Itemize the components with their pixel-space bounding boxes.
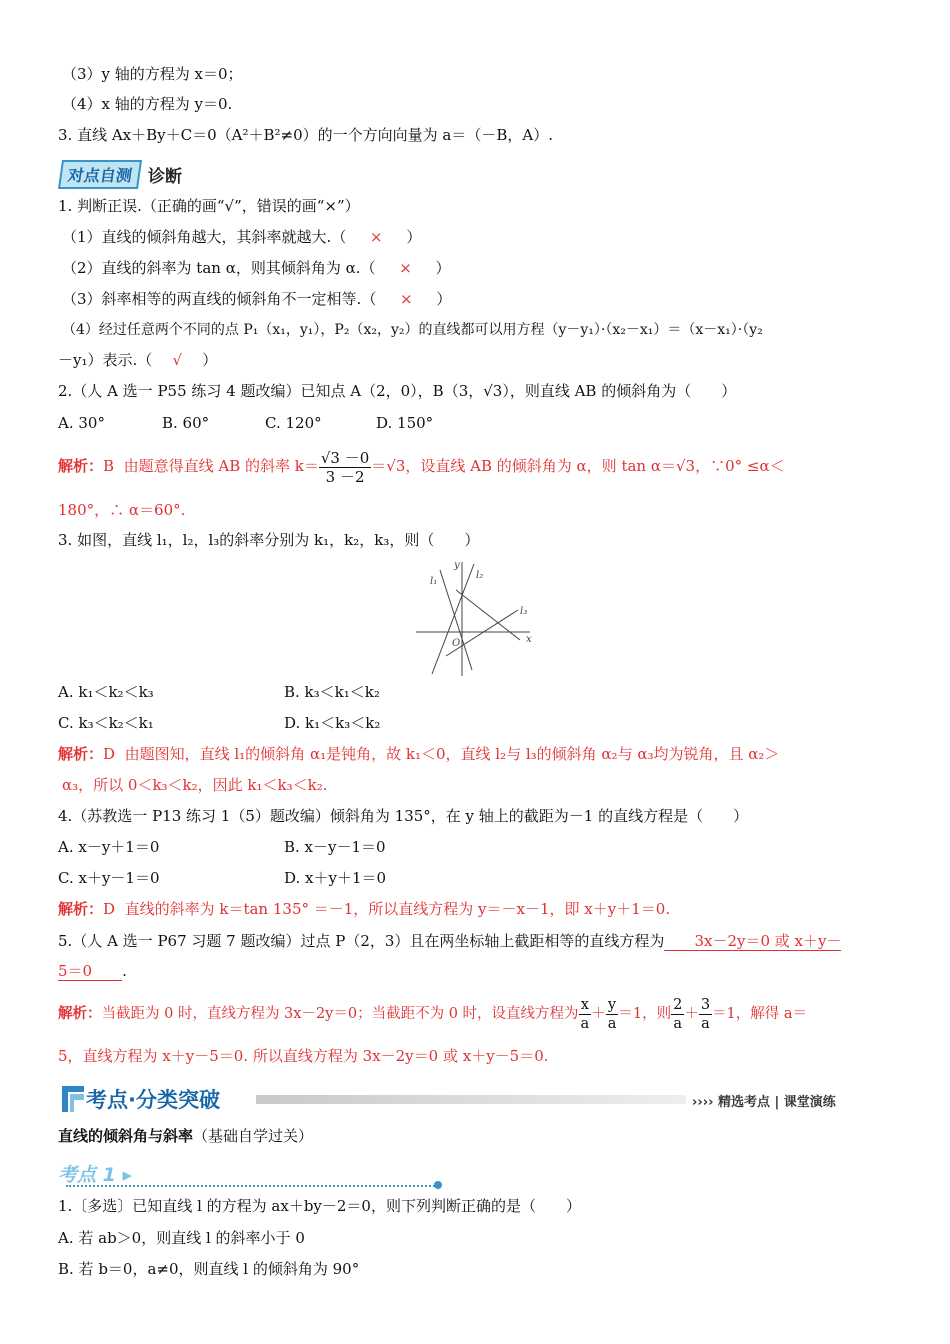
q3-line-figure xyxy=(412,558,536,678)
q1-item-1-text: （1）直线的倾斜角越大，其斜率就越大.（ xyxy=(62,228,347,246)
q2-slope-fraction xyxy=(319,449,371,486)
q4-explanation xyxy=(58,899,670,919)
q3-option-d: D. k₁＜k₃＜k₂ xyxy=(284,714,381,732)
q5-f2-den: a xyxy=(607,1015,617,1032)
q1-item-4-line-a: （4）经过任意两个不同的点 P₁（x₁，y₁），P₂（x₂，y₂）的直线都可以用方程（y－y₁）·（x₂－x₁）＝（x－x₁）·（y₂ xyxy=(62,322,763,338)
banner-subtitle: ›››› 精选考点 | 课堂演练 xyxy=(692,1095,836,1110)
q3-option-b: B. k₃＜k₁＜k₂ xyxy=(284,683,380,701)
label-l1: l₁ xyxy=(430,576,438,587)
q4-explanation-label: 解析： xyxy=(58,900,104,918)
q3-option-a: A. k₁＜k₂＜k₃ xyxy=(58,683,154,701)
q3-stem: 3. 如图，直线 l₁，l₂，l₃的斜率分别为 k₁，k₂，k₃，则（ ） xyxy=(58,531,480,549)
q1-item-4-line-b xyxy=(58,350,217,370)
topic-note: （基础自学过关） xyxy=(193,1127,314,1145)
q3-explanation-line-2: α₃，所以 0＜k₃＜k₂，因此 k₁＜k₃＜k₂. xyxy=(62,776,328,794)
q3-answer: D xyxy=(103,745,116,763)
q3-explanation-label: 解析： xyxy=(58,745,104,763)
kaodian-dot xyxy=(434,1181,442,1189)
q1-stem: 1. 判断正误.（正确的画“√”，错误的画“×”） xyxy=(58,197,360,215)
q2-option-a: A. 30° xyxy=(58,414,105,432)
q6-option-b: B. 若 b＝0，a≠0，则直线 l 的倾斜角为 90° xyxy=(58,1260,360,1278)
q5-answer-blank-1: 3x－2y＝0 或 x＋y－ xyxy=(664,932,841,951)
label-origin: O xyxy=(452,638,461,649)
q5-f1-den: a xyxy=(580,1015,590,1032)
q5-answer-blank-2: 5＝0 xyxy=(58,962,122,981)
q5-fraction-y-over-a xyxy=(606,996,619,1033)
q4-explanation-text: 直线的斜率为 k＝tan 135° ＝－1，所以直线方程为 y＝－x－1，即 x＋y＋1＝0. xyxy=(124,900,671,918)
q2-option-c: C. 120° xyxy=(265,414,322,432)
q2-answer: B xyxy=(103,457,115,475)
q1-item-1-mark: × xyxy=(370,228,383,246)
q5-f3-num: 2 xyxy=(673,996,683,1013)
q5-fraction-2-over-a xyxy=(671,996,684,1033)
exam-points-banner xyxy=(58,1082,858,1116)
line-l3 xyxy=(446,610,518,656)
label-y: y xyxy=(454,560,460,571)
q5-explanation-c: ＝1，解得 a＝ xyxy=(712,1006,808,1022)
label-x: x xyxy=(526,634,532,645)
q2-explanation-b: ＝√3，设直线 AB 的倾斜角为 α，则 tan α＝√3，∵0° ≤α＜ xyxy=(371,457,785,475)
q2-explanation-line-1 xyxy=(58,446,785,486)
q1-item-4-close: ） xyxy=(202,351,218,369)
q1-item-3-close: ） xyxy=(436,290,452,308)
label-l3: l₃ xyxy=(520,606,528,617)
q5-f4-num: 3 xyxy=(700,996,711,1013)
q2-explanation-label: 解析： xyxy=(58,457,104,475)
q1-item-3-mark: × xyxy=(400,290,413,308)
q5-stem: 5.（人 A 选一 P67 习题 7 题改编）过点 P（2，3）且在两坐标轴上截距相等的直线方程为 xyxy=(58,932,665,950)
q6-option-a: A. 若 ab＞0，则直线 l 的斜率小于 0 xyxy=(58,1229,305,1247)
q1-item-4-text: －y₁）表示.（ xyxy=(58,351,153,369)
kaodian-label: 考点 1 ▸ xyxy=(58,1164,132,1186)
topic-title: 直线的倾斜角与斜率 xyxy=(58,1127,194,1145)
intro-line-3: （3）y 轴的方程为 x＝0； xyxy=(62,65,243,83)
label-l2: l₂ xyxy=(476,570,484,581)
q5-stem-end: . xyxy=(122,962,127,980)
intro-line-4: （4）x 轴的方程为 y＝0. xyxy=(62,95,233,113)
q5-f3-den: a xyxy=(673,1015,683,1032)
q2-fraction-denominator: 3 －2 xyxy=(325,467,365,486)
q1-item-3-text: （3）斜率相等的两直线的倾斜角不一定相等.（ xyxy=(62,290,377,308)
banner-title: 考点·分类突破 xyxy=(86,1088,220,1112)
q2-option-b: B. 60° xyxy=(162,414,210,432)
q1-item-1 xyxy=(62,227,421,247)
q2-stem: 2.（人 A 选一 P55 练习 4 题改编）已知点 A（2，0），B（3，√3），则直线 AB 的倾斜角为（ ） xyxy=(58,382,737,400)
topic-heading xyxy=(58,1126,313,1146)
q4-answer: D xyxy=(103,900,116,918)
q2-explanation-a: 由题意得直线 AB 的斜率 k＝ xyxy=(123,457,319,475)
q4-option-a: A. x－y＋1＝0 xyxy=(58,838,160,856)
q1-item-4-mark: √ xyxy=(172,351,183,369)
self-test-header xyxy=(60,160,182,188)
q2-explanation-line-2: 180°，∴ α＝60°. xyxy=(58,501,186,519)
q5-f4-den: a xyxy=(701,1015,710,1032)
q4-option-b: B. x－y－1＝0 xyxy=(284,838,386,856)
banner-bar xyxy=(256,1095,686,1104)
q5-f2-num: y xyxy=(606,996,619,1015)
q1-item-2-mark: × xyxy=(399,259,412,277)
q2-option-d: D. 150° xyxy=(376,414,434,432)
q2-fraction-numerator: √3 －0 xyxy=(320,448,370,467)
self-test-badge: 对点自测 xyxy=(58,160,142,189)
q5-fraction-3-over-a xyxy=(699,996,712,1033)
q5-explanation-b: ＝1，则 xyxy=(618,1006,672,1022)
kaodian-dotted-line xyxy=(66,1185,438,1187)
q4-option-d: D. x＋y＋1＝0 xyxy=(284,869,387,887)
q1-item-1-close: ） xyxy=(406,228,422,246)
line-l1 xyxy=(440,570,472,670)
q3-explanation-text: 由题图知，直线 l₁的倾斜角 α₁是钝角，故 k₁＜0，直线 l₂与 l₃的倾斜角 α₂与 α₃均为锐角，且 α₂＞ xyxy=(124,745,780,763)
q3-explanation-line-1 xyxy=(58,744,779,764)
banner-corner-icon xyxy=(58,1082,88,1116)
q5-stem-line-2 xyxy=(58,961,127,981)
q1-item-3 xyxy=(62,289,451,309)
q5-stem-line-1 xyxy=(58,931,841,951)
q5-plus-2: ＋ xyxy=(684,1006,699,1022)
q5-explanation-a: 当截距为 0 时，直线方程为 3x－2y＝0；当截距不为 0 时，设直线方程为 xyxy=(101,1006,579,1022)
q5-explanation-line-2: 5，直线方程为 x＋y－5＝0. 所以直线方程为 3x－2y＝0 或 x＋y－5＝0. xyxy=(58,1047,549,1065)
self-test-title: 诊断 xyxy=(148,166,183,187)
q1-item-2-close: ） xyxy=(435,259,451,277)
q1-item-2 xyxy=(62,258,451,278)
q5-explanation-line-1 xyxy=(58,994,807,1034)
q5-fraction-x-over-a xyxy=(579,996,592,1033)
q5-explanation-label: 解析： xyxy=(58,1006,102,1022)
q6-stem: 1.〔多选〕已知直线 l 的方程为 ax＋by－2＝0，则下列判断正确的是（ ） xyxy=(58,1197,581,1215)
q1-item-2-text: （2）直线的斜率为 tan α，则其倾斜角为 α.（ xyxy=(62,259,376,277)
q5-plus: ＋ xyxy=(591,1006,606,1022)
q4-stem: 4.（苏教选一 P13 练习 1（5）题改编）倾斜角为 135°，在 y 轴上的截距为－1 的直线方程是（ ） xyxy=(58,807,749,825)
direction-vector-line: 3. 直线 Ax＋By＋C＝0（A²＋B²≠0）的一个方向向量为 a＝（－B，A）. xyxy=(58,126,553,144)
kaodian-marker xyxy=(58,1160,448,1188)
q3-option-c: C. k₃＜k₂＜k₁ xyxy=(58,714,154,732)
q4-option-c: C. x＋y－1＝0 xyxy=(58,869,160,887)
q5-f1-num: x xyxy=(579,996,592,1015)
